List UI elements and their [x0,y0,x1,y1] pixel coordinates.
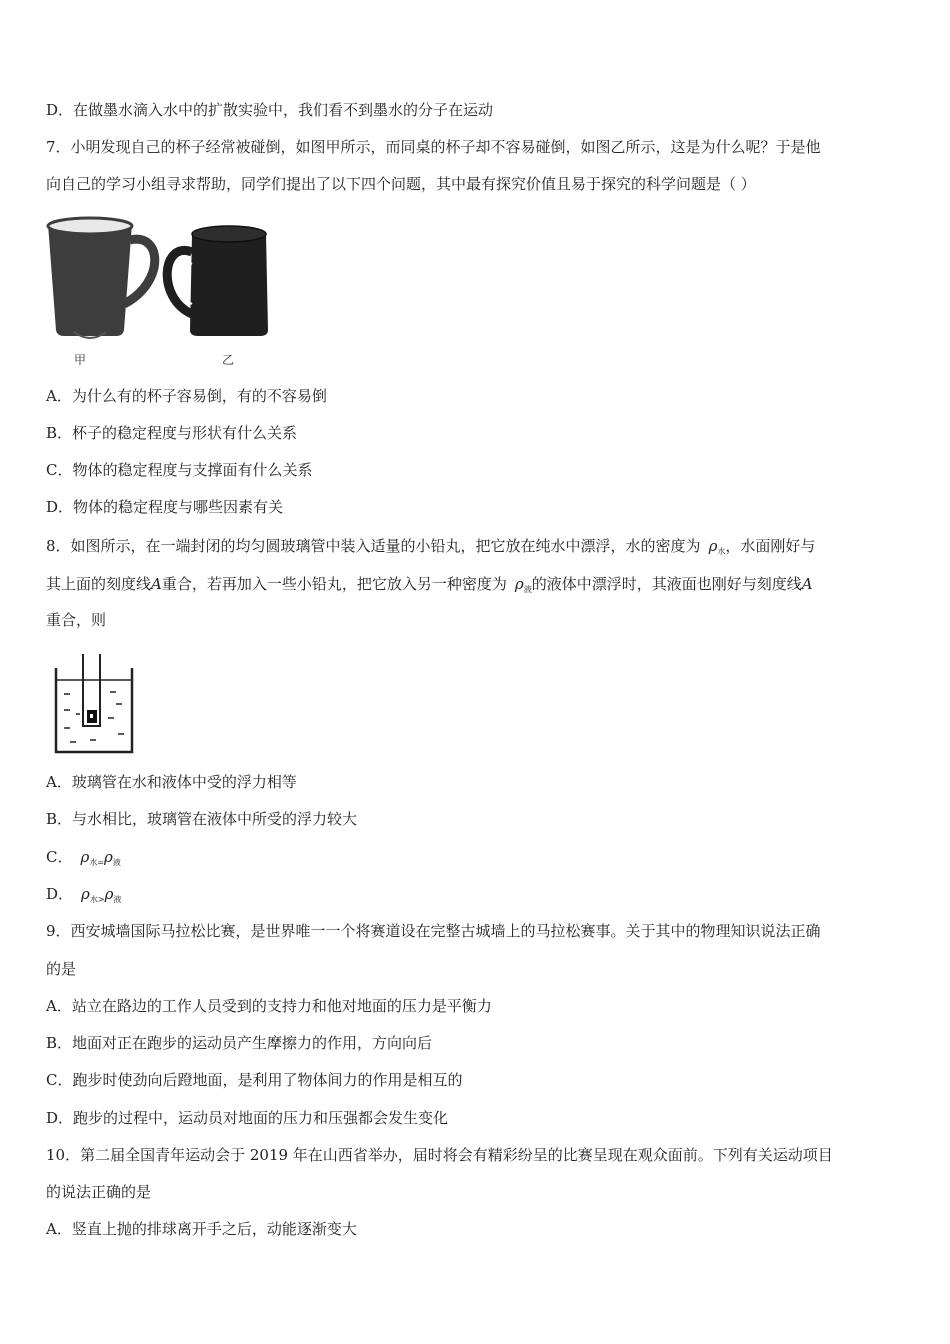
q8-text: 重合，若再加入一些小铅丸，把它放入另一种密度为 [161,575,507,593]
mark-a: A [151,575,162,593]
q9-option-b: B．地面对正在跑步的运动员产生摩擦力的作用，方向向后 [46,1034,433,1052]
rho-symbol: ρ [514,575,524,593]
subscript-liquid: 液 [112,858,121,867]
q7-option-c: C．物体的稳定程度与支撑面有什么关系 [46,461,313,479]
q8-option-a: A．玻璃管在水和液体中受的浮力相等 [46,773,297,791]
cup-jia-image [48,218,155,338]
mark-a: A [801,575,813,593]
q10-stem-line2: 的说法正确的是 [46,1183,152,1201]
q9-option-d: D．跑步的过程中，运动员对地面的压力和压强都会发生变化 [46,1109,449,1127]
rho-symbol: ρ [81,885,90,903]
q8-text: 其上面的刻度线 [46,575,152,593]
q9-stem-line1: 9．西安城墙国际马拉松比赛，是世界唯一一个将赛道设在完整古城墙上的马拉松赛事。关于其中的物理知识说法正确 [46,922,821,940]
subscript-water: 水 [717,547,726,556]
q8-text: 的液体中漂浮时，其液面也刚好与刻度线 [531,575,802,593]
rho-symbol: ρ [104,848,113,866]
option-label: D． [46,885,74,903]
option-label: C． [46,848,73,866]
q7-option-b: B．杯子的稳定程度与形状有什么关系 [46,424,298,442]
fig-label-yi: 乙 [222,353,235,367]
subscript-liquid: 液 [113,895,122,904]
q10-option-a: A．竖直上抛的排球离开手之后，动能逐渐变大 [46,1220,357,1238]
q10-stem-line1: 10．第二届全国青年运动会于 2019 年在山西省举办，届时将会有精彩纷呈的比赛呈现在观众面前。下列有关运动项目 [46,1146,833,1164]
q9-option-c: C．跑步时使劲向后蹬地面，是利用了物体间力的作用是相互的 [46,1071,463,1089]
q9-option-a: A．站立在路边的工作人员受到的支持力和他对地面的压力是平衡力 [46,997,492,1015]
q7-option-d: D．物体的稳定程度与哪些因素有关 [46,498,284,516]
q8-stem-line1 [46,536,815,562]
q7-option-a: A．为什么有的杯子容易倒，有的不容易倒 [46,387,327,405]
rho-symbol: ρ [104,885,114,903]
q8-stem-line3: 重合，则 [46,611,107,629]
subscript-liquid: 液 [523,585,532,594]
q8-option-c [46,847,121,873]
q8-text: 8．如图所示，在一端封闭的均匀圆玻璃管中装入适量的小铅丸，把它放在纯水中漂浮，水的密度为 [46,537,701,555]
cups-figure [44,212,284,370]
q7-stem-line2: 向自己的学习小组寻求帮助，同学们提出了以下四个问题，其中最有探究价值且易于探究的科学问题是（ ） [46,175,756,193]
q9-stem-line2: 的是 [46,960,77,978]
cup-yi-image [167,226,268,336]
q8-option-d [46,884,121,910]
q8-stem-line2 [46,574,813,600]
subscript-water-gt: 水> [89,895,105,904]
rho-symbol: ρ [80,848,90,866]
glass-tube-figure [50,648,140,756]
q7-stem-line1: 7．小明发现自己的杯子经常被碰倒，如图甲所示，而同桌的杯子却不容易碰倒，如图乙所示，这是为什么呢？于是他 [46,138,821,156]
fig-label-jia: 甲 [74,353,87,367]
rho-symbol: ρ [708,537,718,555]
subscript-water-eq: 水= [89,858,105,867]
q6-option-d: D．在做墨水滴入水中的扩散实验中，我们看不到墨水的分子在运动 [46,101,494,119]
q8-text: ，水面刚好与 [725,537,816,555]
q8-option-b: B．与水相比，玻璃管在液体中所受的浮力较大 [46,810,358,828]
